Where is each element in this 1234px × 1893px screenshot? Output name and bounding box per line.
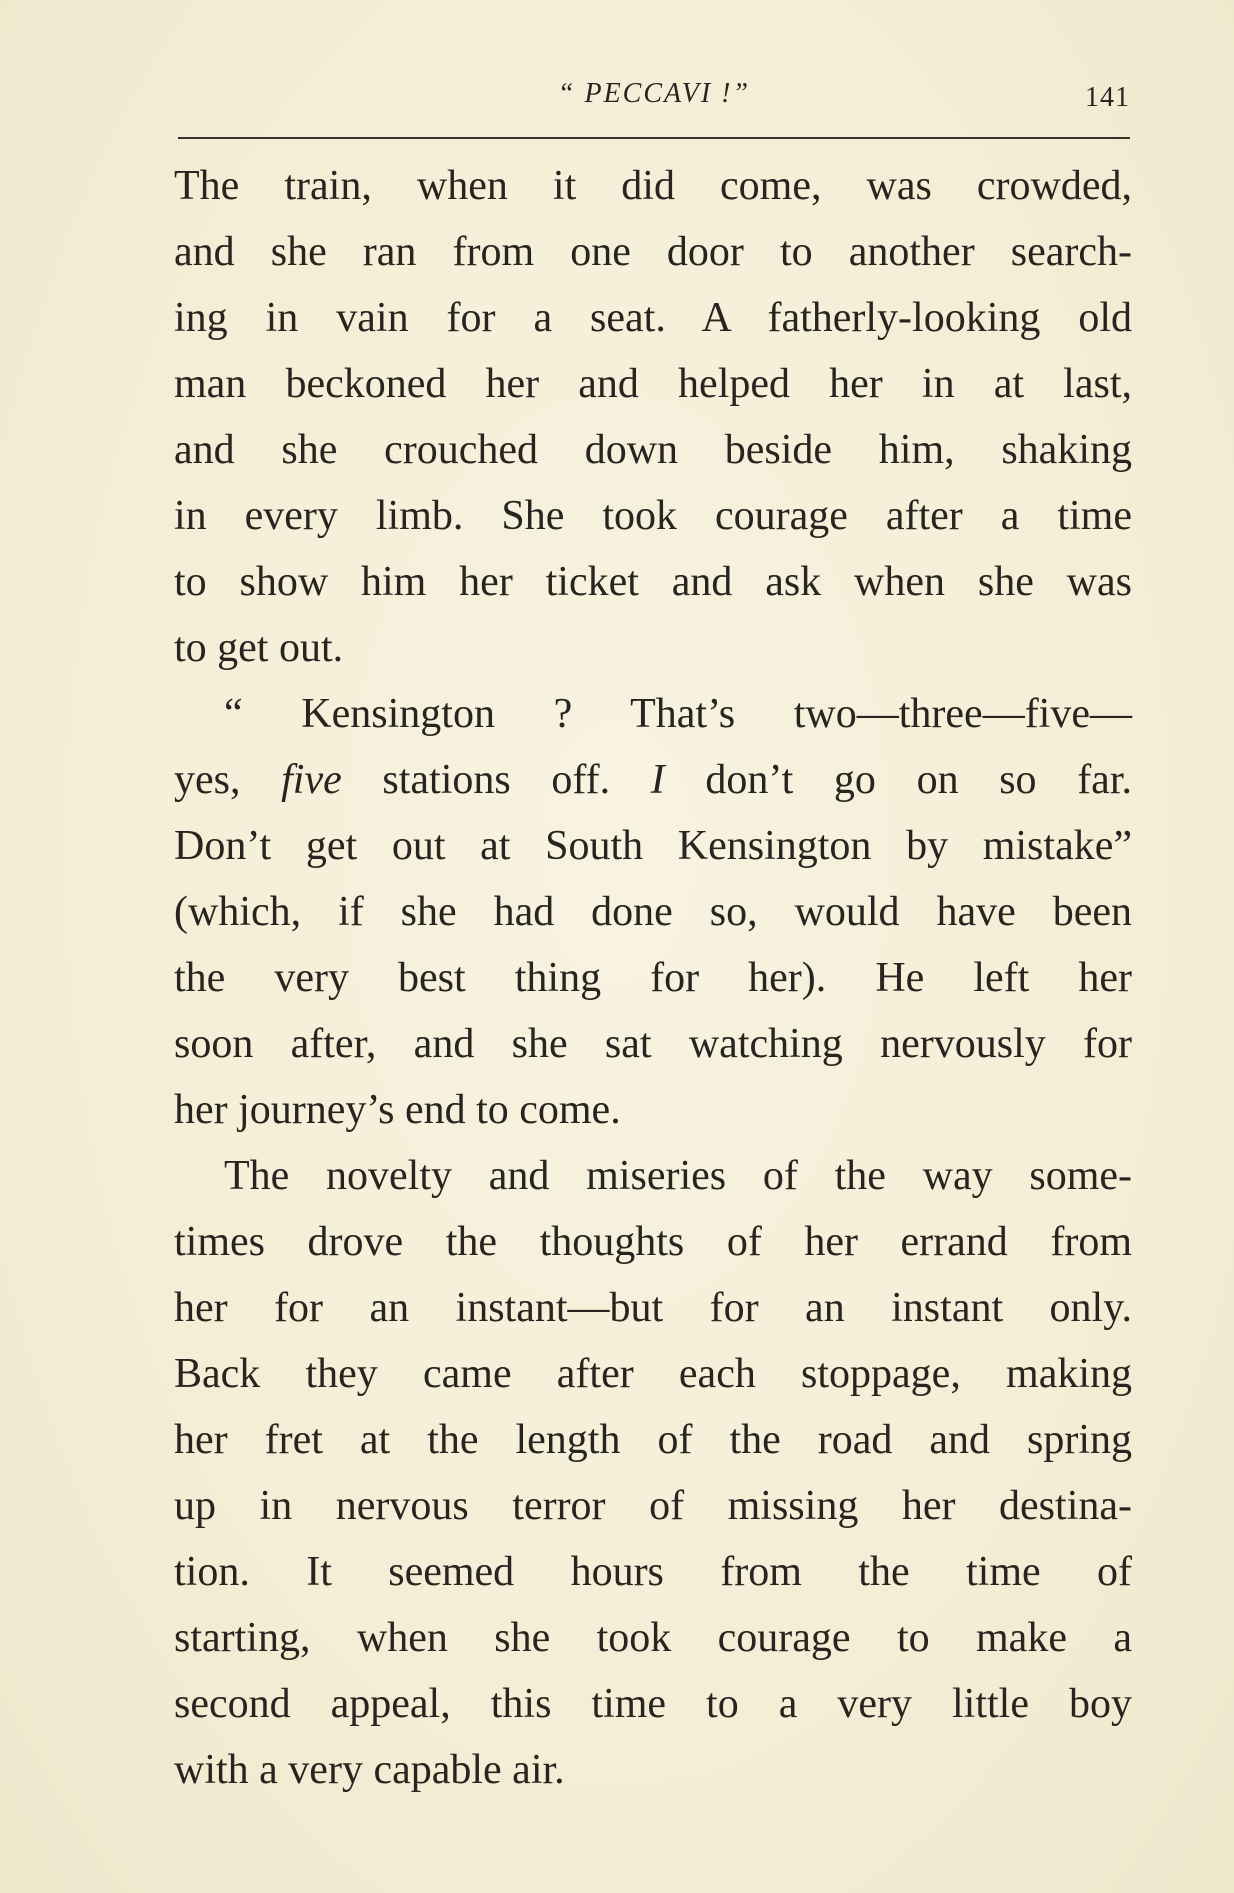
text-line: Back they came after each stoppage, making — [174, 1351, 1132, 1397]
text-line: Don’t get out at South Kensington by mistake” — [174, 823, 1132, 869]
text-line: up in nervous terror of missing her destina- — [174, 1483, 1132, 1529]
text-fragment: yes, — [174, 757, 282, 803]
text-line: and she ran from one door to another search- — [174, 229, 1132, 275]
text-line: in every limb. She took courage after a time — [174, 493, 1132, 539]
text-line: tion. It seemed hours from the time of — [174, 1549, 1132, 1595]
text-line: soon after, and she sat watching nervously for — [174, 1021, 1132, 1067]
running-head — [178, 70, 1130, 130]
text-line: The train, when it did come, was crowded, — [174, 163, 1132, 209]
page-number: 141 — [1085, 82, 1130, 113]
text-line: “ Kensington ? That’s two—three—five— — [224, 691, 1132, 737]
text-line: to get out. — [174, 625, 344, 671]
body-text — [174, 153, 1132, 1803]
text-line: her fret at the length of the road and spring — [174, 1417, 1132, 1463]
header-rule — [178, 137, 1130, 139]
text-line: ing in vain for a seat. A fatherly-looking old — [174, 295, 1132, 341]
text-line-with-italics — [174, 747, 1132, 813]
text-line: (which, if she had done so, would have been — [174, 889, 1132, 935]
running-title: “ PECCAVI !” — [557, 78, 751, 109]
text-line: The novelty and miseries of the way some- — [224, 1153, 1132, 1199]
text-line: second appeal, this time to a very little boy — [174, 1681, 1132, 1727]
italic-word: five — [281, 757, 342, 803]
text-line: and she crouched down beside him, shaking — [174, 427, 1132, 473]
text-line: starting, when she took courage to make a — [174, 1615, 1132, 1661]
italic-word: I — [650, 757, 665, 803]
text-fragment: don’t go on so far. — [664, 757, 1132, 803]
text-line: her journey’s end to come. — [174, 1087, 621, 1133]
text-line: times drove the thoughts of her errand from — [174, 1219, 1132, 1265]
text-line: to show him her ticket and ask when she was — [174, 559, 1132, 605]
text-line: with a very capable air. — [174, 1747, 565, 1793]
text-line: her for an instant—but for an instant only. — [174, 1285, 1132, 1331]
text-line: man beckoned her and helped her in at last, — [174, 361, 1132, 407]
text-fragment: stations off. — [341, 757, 651, 803]
text-line: the very best thing for her). He left her — [174, 955, 1132, 1001]
